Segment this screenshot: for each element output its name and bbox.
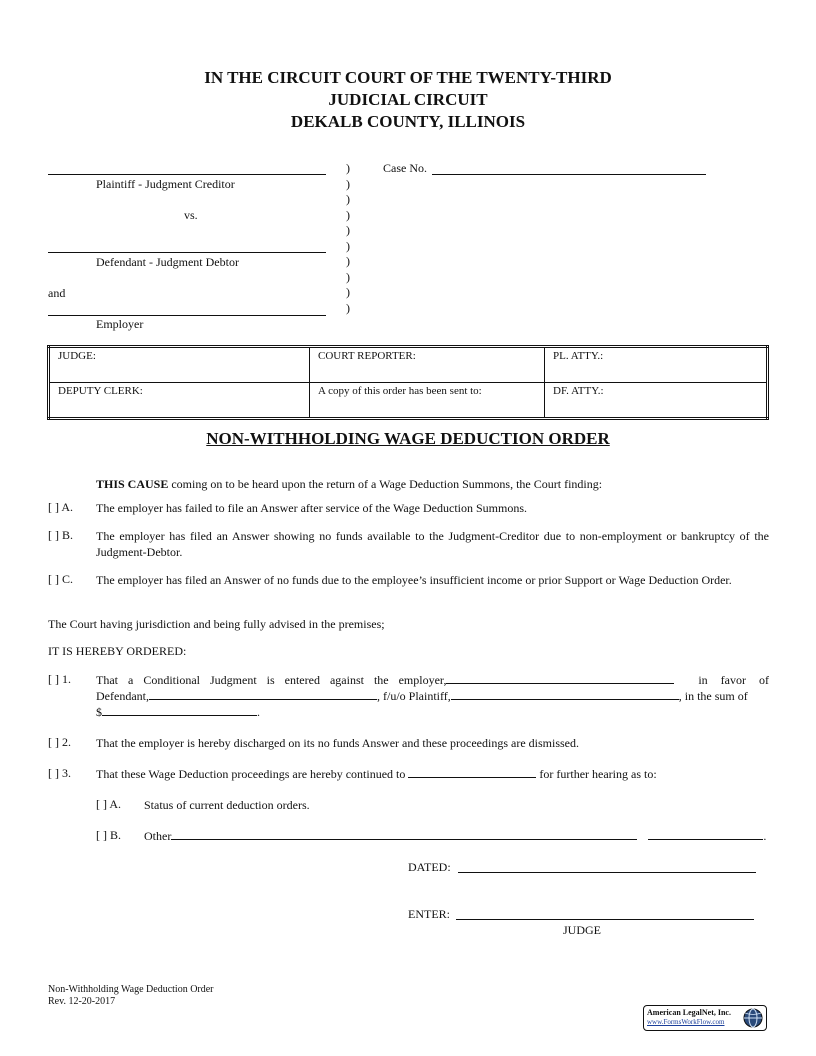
caption-paren: ) <box>346 161 350 175</box>
order-3-line <box>96 766 657 782</box>
continued-date-field[interactable] <box>408 777 536 778</box>
finding-b-text: The employer has filed an Answer showing no funds available to the Judgment-Creditor due to non-employment or bankruptcy of the Judgment-Debtor. <box>96 529 769 559</box>
order-3-text-b: for further hearing as to: <box>539 767 657 781</box>
caption-paren: ) <box>346 192 350 206</box>
defendant-prefix: Defendant, <box>96 689 149 703</box>
intro-paragraph <box>96 476 602 492</box>
order-title: NON-WITHHOLDING WAGE DEDUCTION ORDER <box>206 429 610 448</box>
court-header-line2: JUDICIAL CIRCUIT <box>328 90 488 109</box>
dated-label: DATED: <box>408 860 451 874</box>
caption-paren: ) <box>346 270 350 284</box>
sub-a-checkbox[interactable]: [ ] A. <box>96 797 121 811</box>
caption-paren: ) <box>346 208 350 222</box>
caption-paren: ) <box>346 301 350 315</box>
other-field-2[interactable] <box>648 839 763 840</box>
order-1-text-b-part: in favor of <box>698 673 769 687</box>
deputy-clerk-cell[interactable]: DEPUTY CLERK: <box>49 383 310 419</box>
caption-paren: ) <box>346 254 350 268</box>
logo-company: American LegalNet, Inc. <box>647 1008 731 1017</box>
employer-line[interactable] <box>48 315 326 316</box>
defendant-label: Defendant - Judgment Debtor <box>96 255 239 269</box>
ordered-heading: IT IS HEREBY ORDERED: <box>48 644 187 658</box>
order-1-line2 <box>96 688 769 704</box>
caption-paren: ) <box>346 239 350 253</box>
sub-b-checkbox[interactable]: [ ] B. <box>96 828 121 842</box>
sub-b-text: Other <box>144 829 172 843</box>
dollar-sign: $ <box>96 705 102 719</box>
finding-c-text: The employer has filed an Answer of no funds due to the employee’s insufficient income or prior Support or Wage Deduction Order. <box>96 573 732 587</box>
vs-label: vs. <box>184 208 198 222</box>
intro-rest: coming on to be heard upon the return of a Wage Deduction Summons, the Court finding: <box>168 477 603 491</box>
order-1-checkbox[interactable]: [ ] 1. <box>48 672 71 686</box>
plaintiff-line[interactable] <box>48 174 326 175</box>
enter-label: ENTER: <box>408 907 450 921</box>
finding-a-text: The employer has failed to file an Answer after service of the Wage Deduction Summons. <box>96 501 528 515</box>
court-info-table <box>47 345 769 420</box>
and-label: and <box>48 286 66 300</box>
finding-c-checkbox[interactable]: [ ] C. <box>48 572 73 586</box>
court-reporter-cell[interactable]: COURT REPORTER: <box>310 347 545 383</box>
sub-b-end: . <box>763 829 767 843</box>
sub-b-line <box>144 828 769 844</box>
order-1-end: . <box>257 705 260 719</box>
footer-revision: Rev. 12-20-2017 <box>48 996 116 1007</box>
other-field[interactable] <box>171 839 637 840</box>
df-atty-cell[interactable]: DF. ATTY.: <box>545 383 768 419</box>
order-3-checkbox[interactable]: [ ] 3. <box>48 766 71 780</box>
jurisdiction-text: The Court having jurisdiction and being fully advised in the premises; <box>48 617 385 631</box>
case-no-field[interactable] <box>432 174 706 175</box>
order-2-text: That the employer is hereby discharged on its no funds Answer and these proceedings are dismissed. <box>96 736 579 750</box>
order-1-text-c: , f/u/o Plaintiff, <box>376 689 451 703</box>
court-header-line1: IN THE CIRCUIT COURT OF THE TWENTY-THIRD <box>204 68 612 87</box>
caption-paren: ) <box>346 223 350 237</box>
defendant-name-field[interactable] <box>149 699 377 700</box>
employer-name-field[interactable] <box>446 683 674 684</box>
sub-a-text: Status of current deduction orders. <box>144 798 310 812</box>
order-2-checkbox[interactable]: [ ] 2. <box>48 735 71 749</box>
order-1-line1 <box>96 672 769 688</box>
plaintiff-name-field[interactable] <box>451 699 679 700</box>
logo-url[interactable]: www.FormsWorkFlow.com <box>647 1018 725 1026</box>
judge-cell[interactable]: JUDGE: <box>49 347 310 383</box>
defendant-line[interactable] <box>48 252 326 253</box>
pl-atty-cell[interactable]: PL. ATTY.: <box>545 347 768 383</box>
court-header-line3: DEKALB COUNTY, ILLINOIS <box>290 112 526 131</box>
order-1-text-a: That a Conditional Judgment is entered against the employer, <box>96 673 447 687</box>
order-1-text-d: , in the sum of <box>678 689 748 703</box>
judge-label: JUDGE <box>563 923 601 937</box>
order-3-text-a: That these Wage Deduction proceedings are hereby continued to <box>96 767 406 781</box>
order-1-line3 <box>96 704 260 720</box>
plaintiff-label: Plaintiff - Judgment Creditor <box>96 177 235 191</box>
copy-sent-cell[interactable]: A copy of this order has been sent to: <box>310 383 545 419</box>
finding-a-checkbox[interactable]: [ ] A. <box>48 500 73 514</box>
intro-bold: THIS CAUSE <box>96 477 169 491</box>
judge-signature-line[interactable] <box>456 919 754 920</box>
finding-b-checkbox[interactable]: [ ] B. <box>48 528 73 542</box>
dated-field[interactable] <box>458 872 756 873</box>
case-no-label: Case No. <box>383 161 427 175</box>
caption-paren: ) <box>346 285 350 299</box>
footer-form-name: Non-Withholding Wage Deduction Order <box>48 984 214 995</box>
caption-paren: ) <box>346 177 350 191</box>
amount-field[interactable] <box>102 715 257 716</box>
publisher-logo[interactable] <box>643 1005 767 1031</box>
globe-icon <box>742 1007 764 1029</box>
employer-label: Employer <box>96 317 144 331</box>
